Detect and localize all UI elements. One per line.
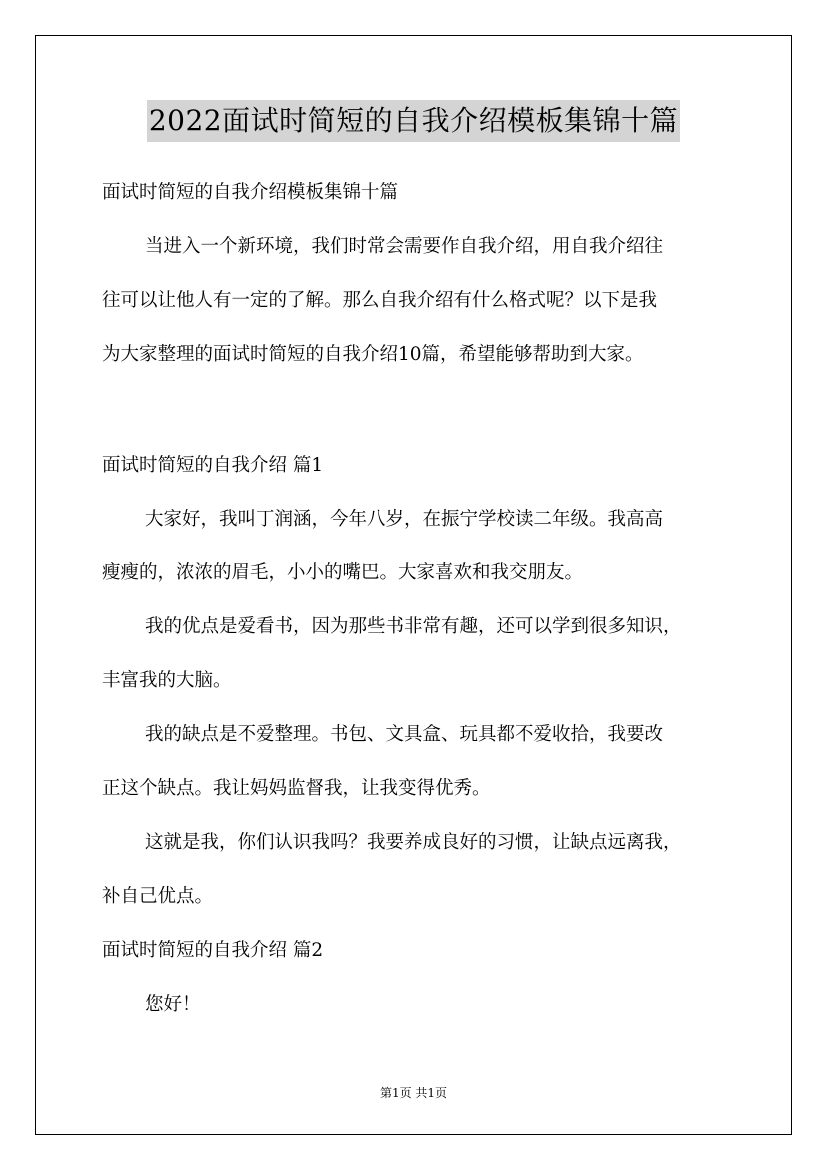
paragraph-line: 补自己优点。 bbox=[102, 886, 214, 907]
paragraph-line: 当进入一个新环境，我们时常会需要作自我介绍，用自我介绍往 bbox=[145, 236, 664, 257]
paragraph-line: 这就是我，你们认识我吗？我要养成良好的习惯，让缺点远离我， bbox=[145, 832, 682, 853]
paragraph-line: 丰富我的大脑。 bbox=[102, 670, 232, 691]
section-heading: 面试时简短的自我介绍 篇1 bbox=[102, 455, 324, 476]
paragraph-line: 我的优点是爱看书，因为那些书非常有趣，还可以学到很多知识， bbox=[145, 616, 682, 637]
document-title: 2022面试时简短的自我介绍模板集锦十篇 bbox=[147, 100, 680, 142]
paragraph-line: 我的缺点是不爱整理。书包、文具盒、玩具都不爱收拾，我要改 bbox=[145, 724, 664, 745]
section-heading: 面试时简短的自我介绍 篇2 bbox=[102, 940, 324, 961]
title-container bbox=[0, 100, 827, 142]
paragraph-line: 瘦瘦的，浓浓的眉毛，小小的嘴巴。大家喜欢和我交朋友。 bbox=[102, 562, 584, 583]
subtitle: 面试时简短的自我介绍模板集锦十篇 bbox=[102, 182, 399, 203]
page-footer: 第1页 共1页 bbox=[379, 1086, 448, 1100]
paragraph-line: 您好！ bbox=[145, 994, 201, 1015]
paragraph-line: 大家好，我叫丁润涵，今年八岁，在振宁学校读二年级。我高高 bbox=[145, 509, 664, 530]
paragraph-line: 为大家整理的面试时简短的自我介绍10篇，希望能够帮助到大家。 bbox=[102, 344, 644, 365]
paragraph-line: 正这个缺点。我让妈妈监督我，让我变得优秀。 bbox=[102, 778, 491, 799]
paragraph-line: 往可以让他人有一定的了解。那么自我介绍有什么格式呢？以下是我 bbox=[102, 290, 658, 311]
